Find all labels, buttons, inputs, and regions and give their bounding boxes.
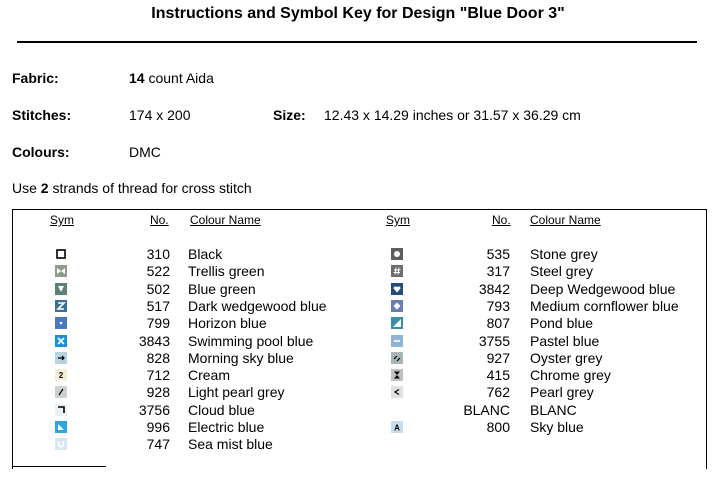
size-value: 12.43 x 14.29 inches or 31.57 x 36.29 cm [324,107,581,123]
cup-icon [55,438,67,450]
list-item [0,350,716,367]
list-item [0,384,716,401]
list-item [0,402,716,419]
table-bottom-rule [12,466,106,467]
strands-pre: Use [12,180,41,196]
colour-name: Light pearl grey [188,384,285,401]
stitches-value: 174 x 200 [129,107,191,123]
colours-label: Colours: [12,144,70,160]
dmc-number: 3843 [138,332,170,349]
colour-name: Trellis green [188,263,265,280]
header-name-right: Colour Name [530,213,601,227]
hourglass-icon [391,369,403,381]
list-item [0,263,716,280]
strands-post: strands of thread for cross stitch [48,180,252,196]
dmc-number: 310 [146,246,170,262]
list-item [0,333,716,350]
fabric-label: Fabric: [12,70,59,86]
dmc-number: 317 [486,263,510,280]
dmc-number: 517 [146,297,170,314]
page-title: Instructions and Symbol Key for Design "Blue Door 3" [151,5,565,22]
colour-name: Sky blue [530,419,584,435]
list-item [0,436,716,453]
dmc-number: BLANC [463,401,510,418]
colour-name: Stone grey [530,246,598,262]
list-item [0,367,716,384]
dmc-number: 535 [486,246,510,262]
title-rule [17,41,697,43]
colour-name: Cloud blue [188,401,255,418]
size-label: Size: [273,107,306,123]
colour-name: Horizon blue [188,315,267,332]
dmc-number: 800 [486,419,510,435]
colour-name: Blue green [188,280,256,297]
colour-name: Morning sky blue [188,349,294,366]
dmc-number: 927 [486,349,510,366]
header-name-left: Colour Name [190,213,261,227]
hash-icon [391,265,403,277]
strands-instruction [12,180,252,196]
dmc-number: 3755 [478,332,510,349]
dmc-number: 712 [146,367,170,384]
dmc-number: 799 [146,315,170,332]
colour-name: Black [188,246,223,262]
colour-name: Pond blue [530,315,594,332]
dmc-number: 747 [146,436,170,453]
half-triangle-icon [391,317,403,329]
fabric-count: 14 [129,70,145,86]
dmc-number: 996 [146,419,170,435]
fabric-value [129,70,214,86]
colour-name: Swimming pool blue [188,332,314,349]
colour-name: Sea mist blue [188,436,273,453]
letter-a-icon [391,421,403,433]
dmc-number: 415 [486,367,510,384]
list-item [0,298,716,315]
fabric-type: count Aida [144,70,214,86]
list-item [0,315,716,332]
dmc-number: 522 [146,263,170,280]
colour-name: Pastel blue [530,332,600,349]
colour-name: Medium cornflower blue [530,297,679,314]
dash-icon [391,335,403,347]
header-no-left: No. [150,213,169,227]
dmc-number: 807 [486,315,510,332]
colour-name: Cream [188,367,231,384]
colour-name: Deep Wedgewood blue [530,280,676,297]
dmc-number: 3842 [478,280,510,297]
header-no-right: No. [492,213,511,227]
list-item [0,246,716,263]
colour-name: Pearl grey [530,384,594,401]
dmc-number: 828 [146,349,170,366]
colour-name: BLANC [530,401,577,418]
colour-name: Oyster grey [530,349,603,366]
dmc-number: 793 [486,297,510,314]
header-sym-right: Sym [386,213,410,227]
svg-text:2: 2 [58,371,64,381]
colour-name: Electric blue [188,419,265,435]
dmc-number: 762 [486,384,510,401]
dmc-number: 928 [146,384,170,401]
colour-name: Chrome grey [530,367,611,384]
diamond-icon [391,300,403,312]
list-item [0,281,716,298]
less-than-icon [391,386,403,398]
double-slash-icon [391,352,403,364]
circle-icon [391,248,403,260]
stitches-label: Stitches: [12,107,72,123]
strands-count: 2 [40,180,49,196]
colours-value: DMC [129,144,161,160]
dmc-number: 3756 [138,401,170,418]
colour-name: Steel grey [530,263,594,280]
list-item [0,419,716,436]
dmc-number: 502 [146,280,170,297]
heart-icon [391,283,403,295]
colour-name: Dark wedgewood blue [188,297,327,314]
svg-text:A: A [394,423,400,433]
header-sym-left: Sym [50,213,74,227]
